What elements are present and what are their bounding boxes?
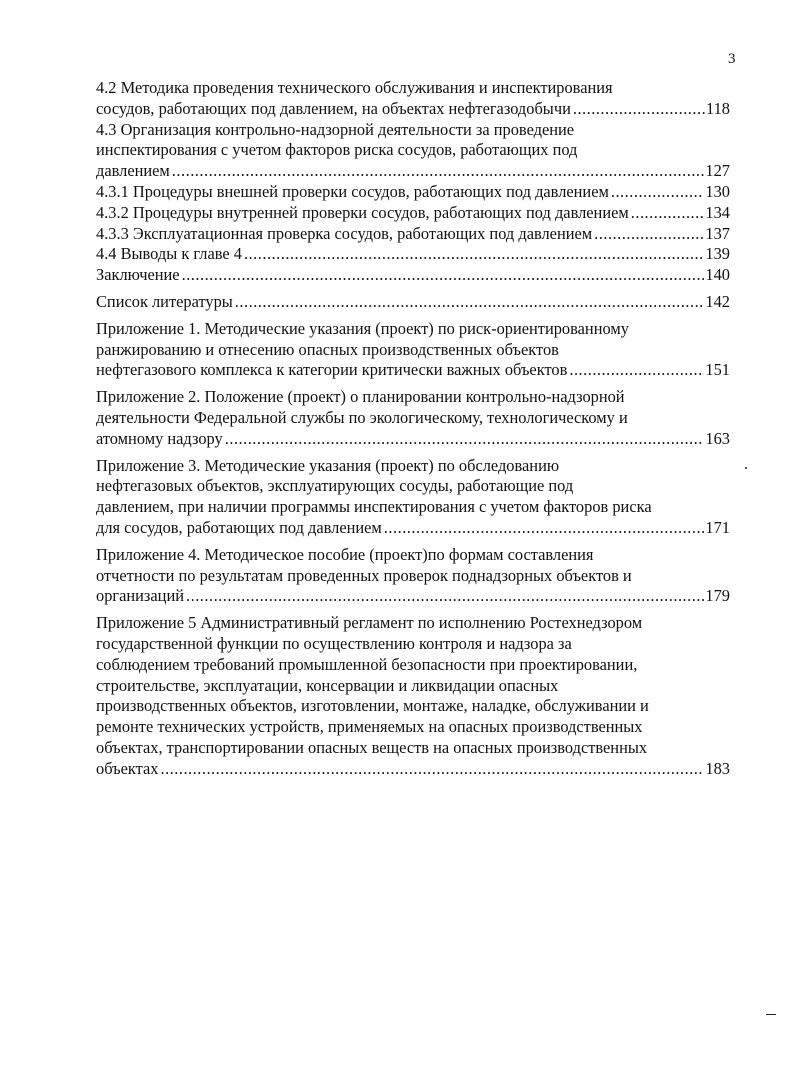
toc-page-number: 137: [705, 223, 730, 243]
toc-entry-line: объектах, транспортировании опасных веществ на опасных производственных: [96, 737, 648, 757]
toc-entry-4-2: [96, 78, 730, 120]
toc-entry-references: [96, 292, 730, 313]
toc-page-number: 171: [705, 517, 730, 537]
dot-leader: [569, 360, 704, 381]
table-of-contents: [96, 78, 730, 780]
toc-entry-line: Приложение 2. Положение (проект) о планировании контрольно-надзорной: [96, 387, 625, 407]
scan-speck: [745, 467, 747, 469]
toc-entry-line: Приложение 4. Методическое пособие (проект)по формам составления: [96, 544, 594, 564]
toc-entry-appendix-4: [96, 545, 730, 607]
toc-page-number: 151: [705, 360, 730, 380]
toc-entry-last-line: [96, 265, 730, 286]
toc-entry-text: 4.3.3 Эксплуатационная проверка сосудов, работающих под давлением: [96, 223, 593, 243]
toc-entry-line: нефтегазовых объектов, эксплуатирующих сосуды, работающие под: [96, 476, 574, 496]
toc-page-number: 183: [705, 758, 730, 778]
toc-entry-4-3-1: [96, 182, 730, 203]
dot-leader: [172, 161, 705, 182]
toc-entry-4-3: [96, 120, 730, 182]
toc-entry-last-line: [96, 518, 730, 539]
toc-entry-conclusion: [96, 265, 730, 286]
toc-entry-text: 4.4 Выводы к главе 4: [96, 244, 242, 264]
dot-leader: [186, 586, 704, 607]
toc-entry-line: отчетности по результатам проведенных проверок поднадзорных объектов и: [96, 565, 632, 585]
toc-page-number: 127: [705, 161, 730, 181]
toc-entry-last-line: [96, 429, 730, 450]
dot-leader: [573, 99, 705, 120]
dot-leader: [235, 292, 705, 313]
toc-entry-appendix-3: [96, 456, 730, 539]
toc-page-number: 118: [706, 98, 730, 118]
scan-edge-mark: [766, 1014, 776, 1015]
toc-entry-text: давлением: [96, 161, 170, 181]
dot-leader: [594, 224, 704, 245]
toc-entry-text: 4.3.2 Процедуры внутренней проверки сосудов, работающих под давлением: [96, 202, 629, 222]
toc-entry-text: для сосудов, работающих под давлением: [96, 517, 382, 537]
toc-entry-last-line: [96, 244, 730, 265]
toc-entry-line: строительстве, эксплуатации, консервации и ликвидации опасных: [96, 675, 559, 695]
toc-entry-line: ранжированию и отнесению опасных производственных объектов: [96, 339, 559, 359]
dot-leader: [160, 759, 704, 780]
toc-entry-text: объектах: [96, 758, 159, 778]
dot-leader: [225, 429, 705, 450]
toc-entry-last-line: [96, 99, 730, 120]
toc-entry-line: Приложение 5 Административный регламент по исполнению Ростехнедзором: [96, 613, 643, 633]
toc-entry-last-line: [96, 586, 730, 607]
toc-entry-line: инспектирования с учетом факторов риска сосудов, работающих под: [96, 140, 578, 160]
toc-entry-text: организаций: [96, 586, 184, 606]
toc-page-number: 139: [705, 244, 730, 264]
toc-entry-appendix-1: [96, 319, 730, 381]
dot-leader: [384, 518, 705, 539]
toc-entry-text: нефтегазового комплекса к категории критически важных объектов: [96, 360, 568, 380]
toc-entry-4-3-2: [96, 203, 730, 224]
toc-entry-line: производственных объектов, изготовлении, монтаже, наладке, обслуживании и: [96, 696, 649, 716]
toc-entry-4-4: [96, 244, 730, 265]
dot-leader: [244, 244, 704, 265]
toc-entry-line: давлением, при наличии программы инспектирования с учетом факторов риска: [96, 497, 652, 517]
toc-entry-line: государственной функции по осуществлению контроля и надзора за: [96, 633, 572, 653]
toc-page-number: 140: [705, 265, 730, 285]
toc-entry-line: Приложение 1. Методические указания (проект) по риск-ориентированному: [96, 318, 629, 338]
dot-leader: [611, 182, 705, 203]
toc-entry-last-line: [96, 292, 730, 313]
toc-entry-last-line: [96, 161, 730, 182]
toc-entry-line: Приложение 3. Методические указания (проект) по обследованию: [96, 455, 560, 475]
toc-entry-line: ремонте технических устройств, применяемых на опасных производственных: [96, 717, 643, 737]
toc-entry-last-line: [96, 224, 730, 245]
page-number: 3: [728, 51, 736, 67]
toc-entry-appendix-2: [96, 387, 730, 449]
toc-entry-last-line: [96, 759, 730, 780]
toc-page-number: 134: [705, 202, 730, 222]
toc-entry-appendix-5: [96, 613, 730, 779]
dot-leader: [631, 203, 705, 224]
toc-entry-text: сосудов, работающих под давлением, на объектах нефтегазодобычи: [96, 98, 571, 118]
toc-entry-last-line: [96, 203, 730, 224]
toc-entry-line: 4.2 Методика проведения технического обслуживания и инспектирования: [96, 78, 613, 97]
toc-entry-last-line: [96, 182, 730, 203]
toc-entry-4-3-3: [96, 224, 730, 245]
toc-entry-text: Заключение: [96, 265, 180, 285]
dot-leader: [182, 265, 705, 286]
toc-entry-text: 4.3.1 Процедуры внешней проверки сосудов, работающих под давлением: [96, 181, 609, 201]
toc-page-number: 179: [705, 586, 730, 606]
toc-entry-line: 4.3 Организация контрольно-надзорной деятельности за проведение: [96, 119, 575, 139]
toc-entry-line: соблюдением требований промышленной безопасности при проектировании,: [96, 654, 638, 674]
toc-entry-line: деятельности Федеральной службы по экологическому, технологическому и: [96, 407, 628, 427]
toc-page-number: 142: [705, 291, 730, 311]
toc-page-number: 163: [705, 428, 730, 448]
toc-entry-text: атомному надзору: [96, 428, 223, 448]
toc-entry-last-line: [96, 360, 730, 381]
toc-entry-text: Список литературы: [96, 291, 233, 311]
toc-page-number: 130: [705, 181, 730, 201]
